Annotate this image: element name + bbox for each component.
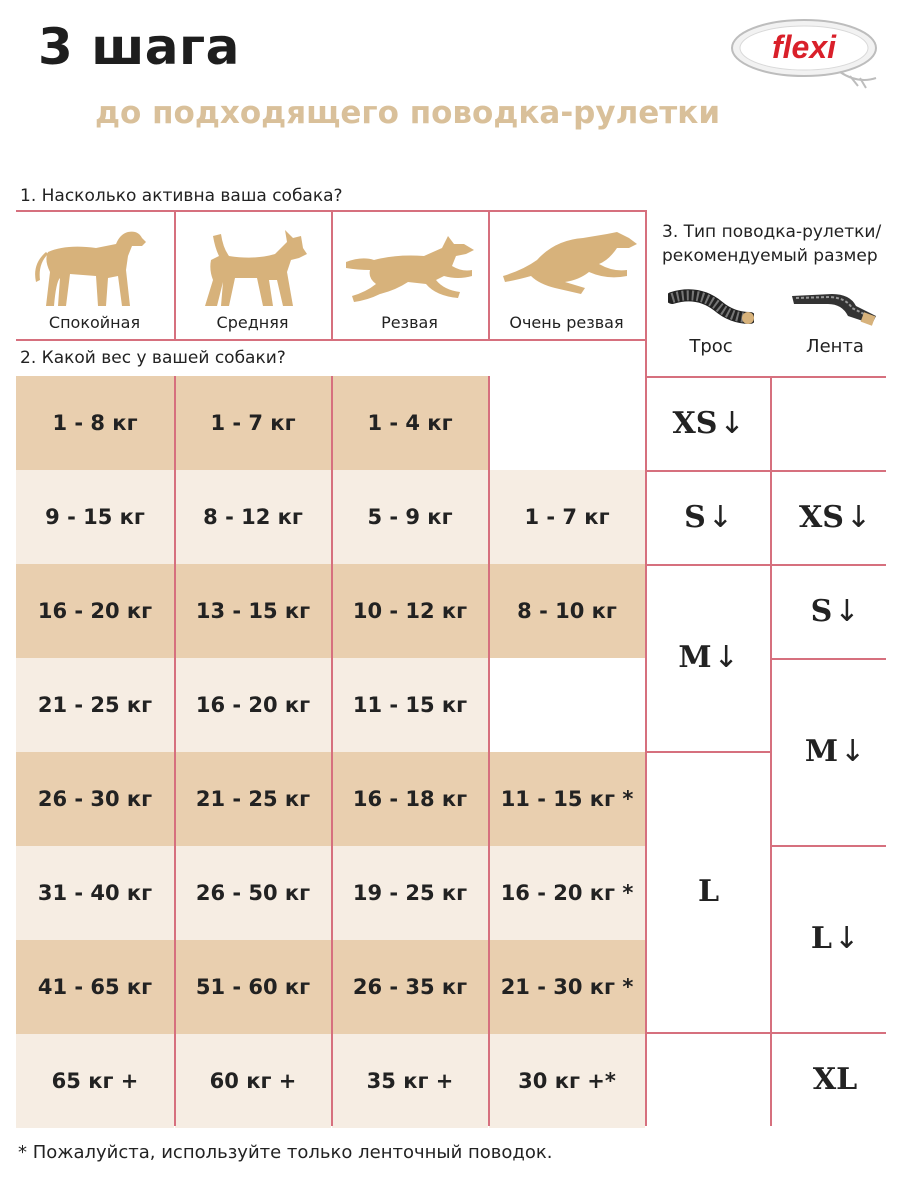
grid-line [645,210,647,1126]
tape-size-xl: XL [812,1061,858,1097]
cord-label: Трос [689,336,733,357]
grid-line [331,210,333,340]
down-arrow-icon: ↓ [834,593,860,629]
weight-cell: 11 - 15 кг * [489,752,645,846]
calm-dog-icon [16,220,173,310]
weight-cell: 21 - 25 кг [16,658,174,752]
tape-size-m: M ↓ [804,734,866,769]
very-lively-dog-icon [489,220,644,310]
activity-lively [332,212,487,338]
down-arrow-icon: ↓ [833,921,860,956]
medium-dog-icon [175,220,330,310]
weight-cell: 1 - 4 кг [332,376,488,470]
weight-cell: 65 кг + [16,1034,174,1128]
cord-size-s: S ↓ [684,499,733,535]
svg-text:flexi: flexi [771,29,837,65]
weight-cell: 19 - 25 кг [332,846,488,940]
activity-very-lively-label: Очень резвая [509,313,624,332]
cord-size-xs: XS ↓ [672,405,745,441]
grid-line [647,376,886,378]
down-arrow-icon: ↓ [719,405,745,441]
weight-cell: 5 - 9 кг [332,470,488,564]
grid-line [647,564,886,566]
tape-size-l: L ↓ [810,921,860,956]
weight-cell: 1 - 7 кг [489,470,645,564]
flexi-logo [730,14,882,94]
cord-size-l: L [697,873,720,909]
down-arrow-icon: ↓ [840,734,866,769]
footnote: * Пожалуйста, используйте только ленточный поводок. [18,1142,553,1163]
weight-cell: 8 - 12 кг [175,470,331,564]
weight-cell: 21 - 30 кг * [489,940,645,1034]
lively-dog-icon [332,220,487,310]
grid-line [488,376,490,1126]
weight-cell: 21 - 25 кг [175,752,331,846]
weight-cell: 13 - 15 кг [175,564,331,658]
grid-line [331,376,333,1126]
weight-cell: 26 - 35 кг [332,940,488,1034]
grid-line [174,210,176,340]
weight-cell: 51 - 60 кг [175,940,331,1034]
tape-leash-icon [788,290,880,334]
step3-label-line1: 3. Тип поводка-рулетки/ [662,222,882,242]
weight-cell: 30 кг +* [489,1034,645,1128]
grid-line [772,658,886,660]
weight-cell [489,658,645,752]
grid-line [647,1032,886,1034]
tape-size-s: S ↓ [810,593,860,629]
weight-cell: 31 - 40 кг [16,846,174,940]
weight-cell: 1 - 8 кг [16,376,174,470]
weight-cell: 60 кг + [175,1034,331,1128]
weight-cell: 16 - 20 кг * [489,846,645,940]
weight-cell: 16 - 20 кг [16,564,174,658]
weight-cell: 1 - 7 кг [175,376,331,470]
page-subtitle: до подходящего поводка-рулетки [95,95,721,131]
weight-cell: 16 - 20 кг [175,658,331,752]
step1-label: 1. Насколько активна ваша собака? [20,186,343,206]
activity-medium [175,212,330,338]
grid-line [772,845,886,847]
activity-very-lively [489,212,644,338]
weight-cell [489,376,645,470]
step3-label-line2: рекомендуемый размер [662,246,878,266]
cord-leash-icon [668,288,754,332]
weight-cell: 11 - 15 кг [332,658,488,752]
activity-medium-label: Средняя [216,313,289,332]
weight-cell: 26 - 50 кг [175,846,331,940]
weight-cell: 35 кг + [332,1034,488,1128]
weight-cell: 41 - 65 кг [16,940,174,1034]
down-arrow-icon: ↓ [713,640,739,675]
tape-label: Лента [806,336,864,357]
grid-line [647,470,886,472]
weight-cell: 26 - 30 кг [16,752,174,846]
activity-calm-label: Спокойная [48,313,141,332]
down-arrow-icon: ↓ [845,499,872,535]
weight-cell: 8 - 10 кг [489,564,645,658]
grid-line [770,376,772,1126]
weight-cell: 16 - 18 кг [332,752,488,846]
down-arrow-icon: ↓ [707,499,733,535]
grid-line [488,210,490,340]
activity-lively-label: Резвая [381,313,438,332]
page-title: 3 шага [38,18,240,76]
activity-calm [16,212,173,338]
grid-line [647,751,772,753]
weight-cell: 10 - 12 кг [332,564,488,658]
grid-line [174,376,176,1126]
weight-cell: 9 - 15 кг [16,470,174,564]
cord-size-m: M ↓ [678,640,739,675]
tape-size-xs: XS ↓ [798,499,872,535]
step2-label: 2. Какой вес у вашей собаки? [20,348,286,368]
